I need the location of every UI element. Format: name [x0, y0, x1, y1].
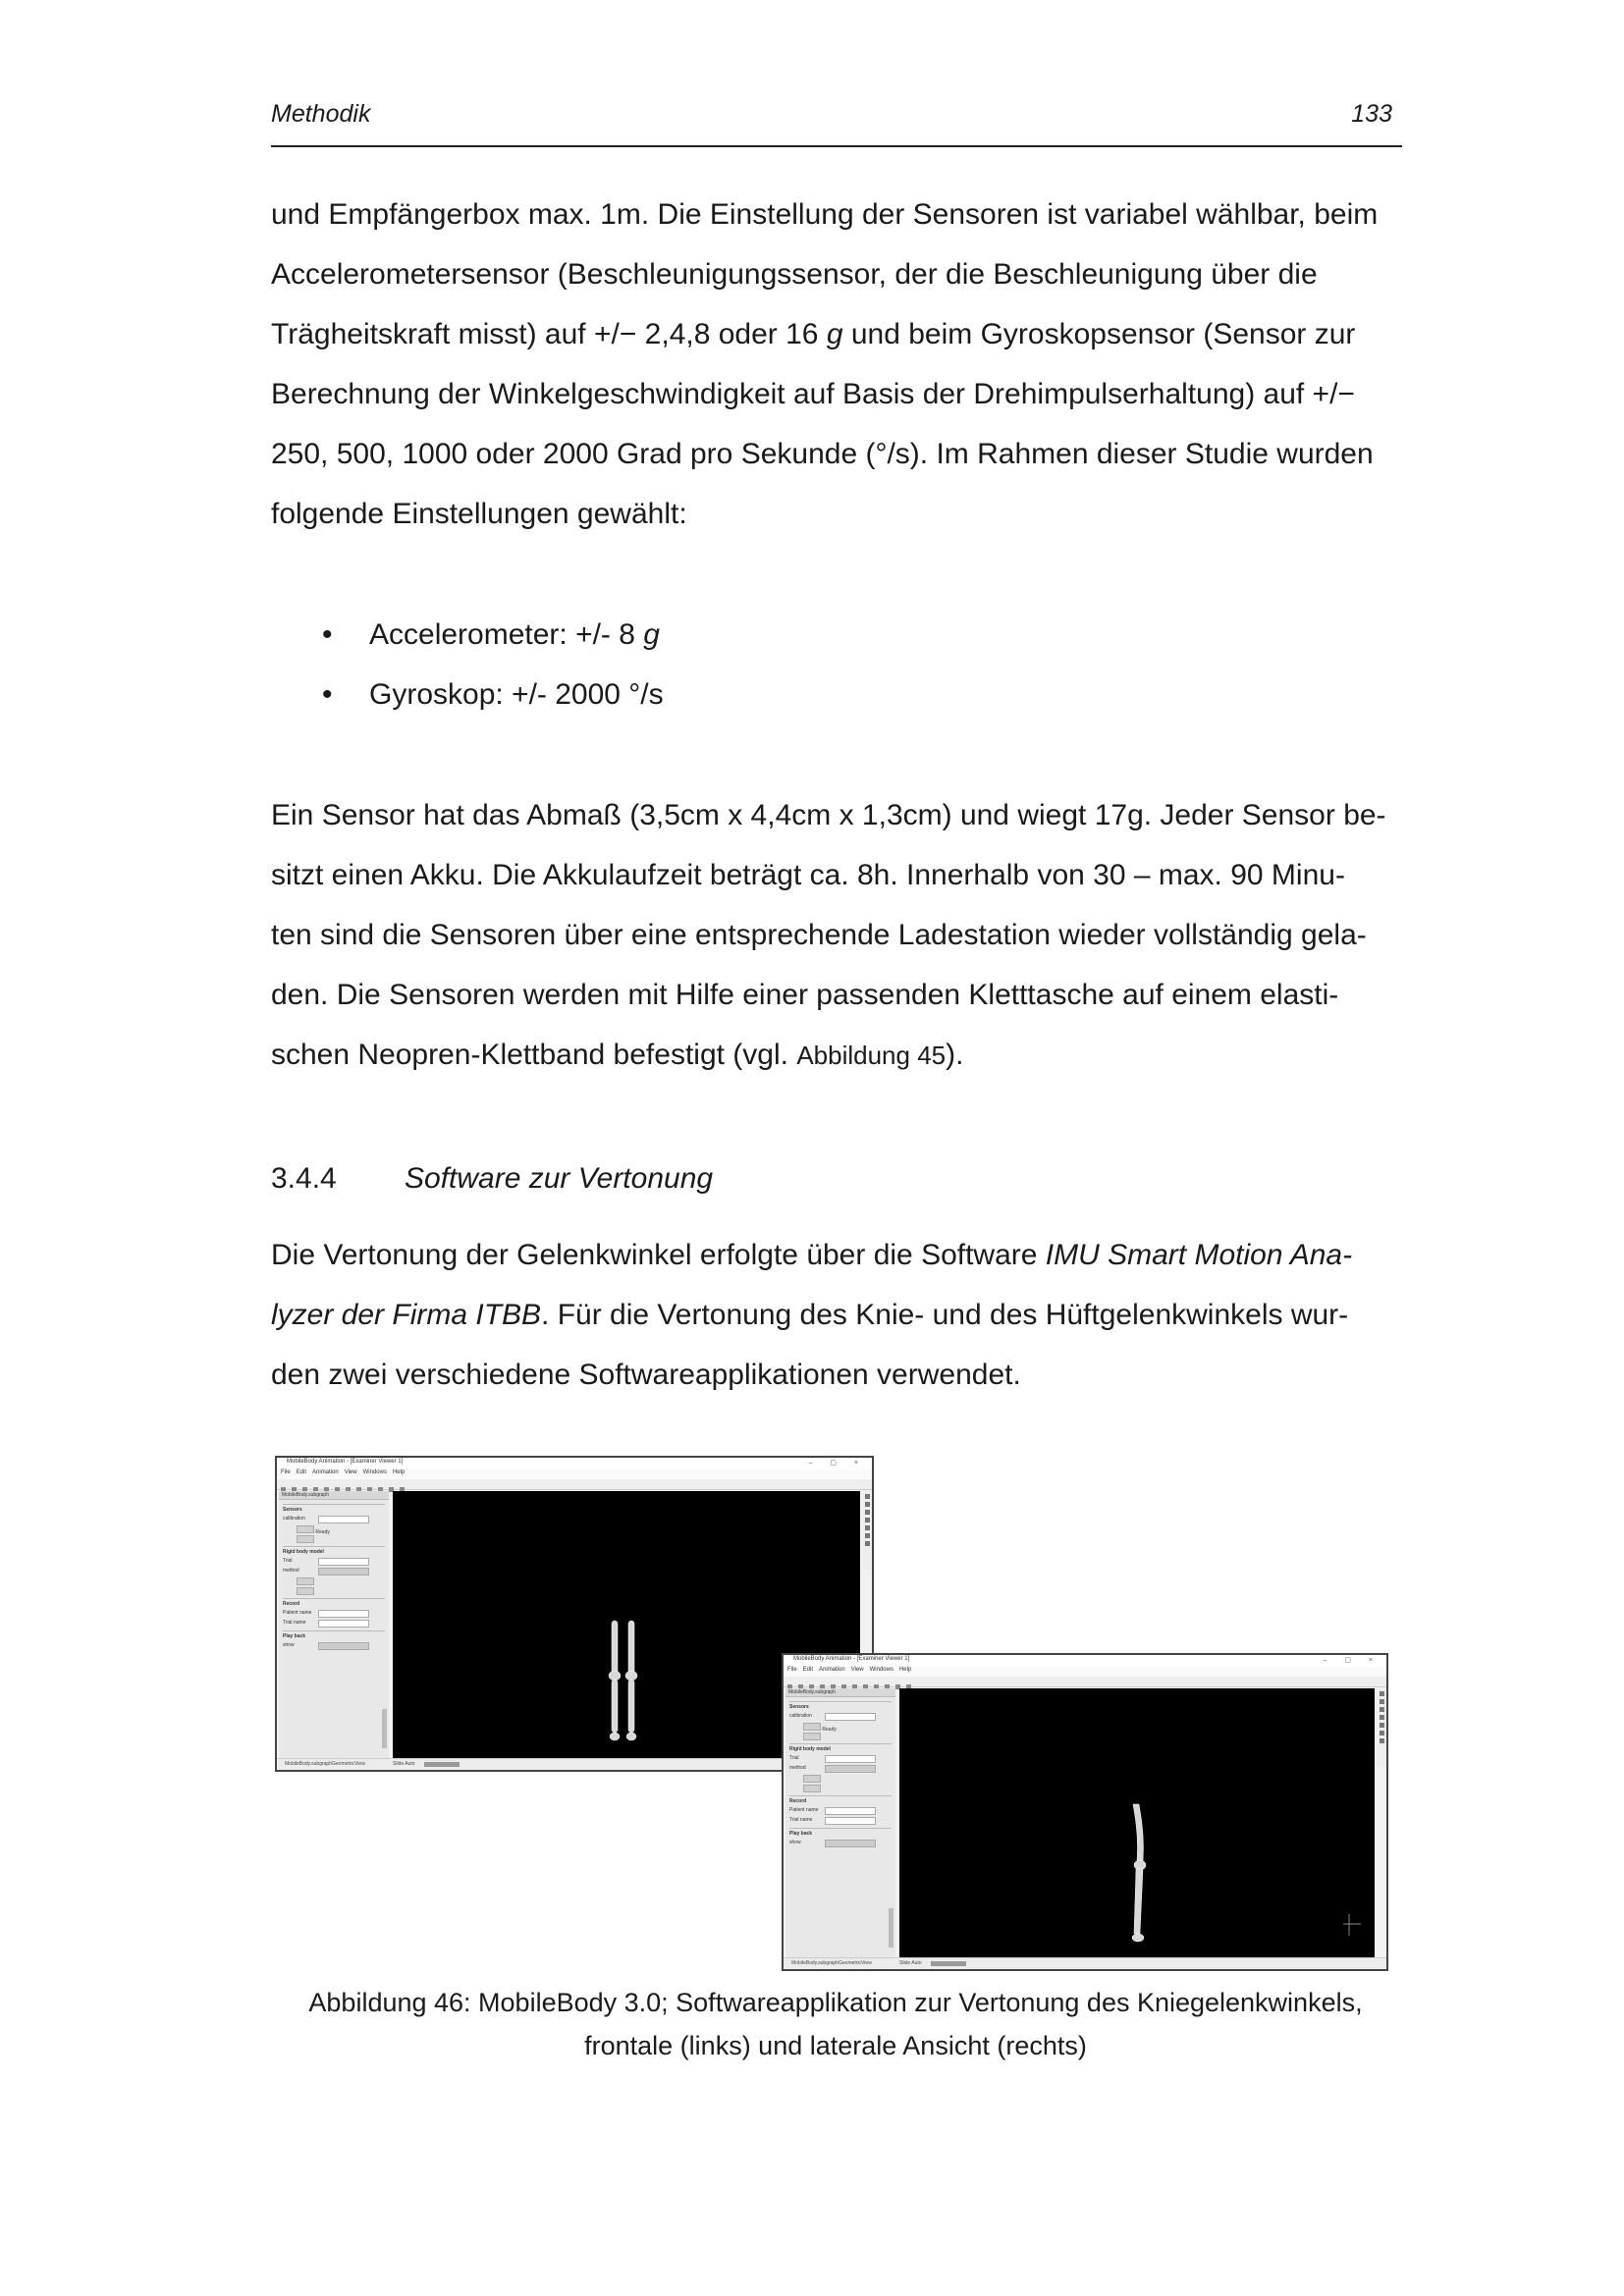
leg-lateral-figure — [899, 1688, 1375, 1959]
femur-lateral — [1133, 1804, 1144, 1861]
panel-row — [283, 1587, 385, 1594]
menu-file: File — [787, 1667, 797, 1673]
group-rigid-body: Rigid body model — [789, 1743, 892, 1752]
panel-row: Trial — [789, 1755, 892, 1762]
running-header — [271, 96, 1402, 147]
group-sensors: Sensors — [283, 1504, 385, 1513]
foot-lateral — [1132, 1934, 1144, 1942]
menu-bar — [784, 1667, 1386, 1677]
text-line: lyzer der Firma ITBB. Für die Vertonung des Knie- und des Hüftgelenkwinkels wur- — [271, 1299, 1349, 1331]
left-femur — [612, 1621, 618, 1674]
menu-animation: Animation — [819, 1667, 845, 1673]
group-sensors: Sensors — [789, 1701, 892, 1710]
status-slider — [931, 1961, 966, 1966]
right-toolbar — [862, 1491, 872, 1570]
text-line: den zwei verschiedene Softwareapplikationen verwendet. — [271, 1359, 1021, 1391]
menu-help: Help — [392, 1469, 406, 1475]
right-tibia — [628, 1680, 634, 1733]
panel-title: MobileBody.subgraph — [785, 1688, 895, 1697]
list-item: • Accelerometer: +/- 8 g — [271, 605, 1155, 665]
left-knee — [609, 1671, 621, 1681]
right-toolbar — [1377, 1688, 1386, 1767]
window-title: MobileBody Animation - [Examiner Viewer 1] — [287, 1459, 404, 1465]
panel-row: Ready — [283, 1525, 385, 1532]
panel-row: show — [789, 1840, 892, 1846]
text-line: den. Die Sensoren werden mit Hilfe einer passenden Kletttasche auf einem elasti- — [271, 979, 1339, 1011]
panel-row — [789, 1785, 892, 1791]
text-line: und Empfängerbox max. 1m. Die Einstellung der Sensoren ist variabel wählbar, beim — [271, 198, 1379, 231]
axis-indicator-icon — [1343, 1914, 1361, 1936]
menu-animation: Animation — [312, 1469, 339, 1475]
section-number: 3.4.4 — [271, 1162, 337, 1195]
knee-lateral — [1134, 1860, 1146, 1870]
status-tab-left: MobileBody.subgraph — [791, 1960, 839, 1966]
menu-edit: Edit — [802, 1667, 814, 1673]
list-item: • Gyroskop: +/- 2000 °/s — [271, 665, 1155, 724]
panel-row — [789, 1775, 892, 1782]
group-rigid-body: Rigid body model — [283, 1546, 385, 1555]
chapter-title: Methodik — [271, 100, 371, 128]
text-line: Berechnung der Winkelgeschwindigkeit auf Basis der Drehimpulserhaltung) auf +/− — [271, 378, 1355, 410]
group-record: Record — [789, 1795, 892, 1804]
panel-scrollbar — [889, 1908, 893, 1948]
menu-view: View — [344, 1469, 357, 1475]
panel-row: Trial name — [283, 1620, 385, 1627]
panel-row: calibration — [789, 1713, 892, 1720]
paragraph-sensor-specs — [271, 785, 1400, 1086]
left-foot — [610, 1733, 620, 1740]
panel-row: calibration — [283, 1516, 385, 1522]
panel-row: method — [283, 1568, 385, 1575]
panel-row — [789, 1733, 892, 1739]
paragraph-software — [271, 1225, 1400, 1405]
text-line: folgende Einstellungen gewählt: — [271, 498, 687, 530]
right-foot — [626, 1733, 636, 1740]
right-femur — [628, 1621, 634, 1674]
group-playback: Play back — [789, 1828, 892, 1837]
section-heading — [271, 1148, 713, 1208]
text-line: 250, 500, 1000 oder 2000 Grad pro Sekunde (°/s). Im Rahmen dieser Studie wurden — [271, 438, 1374, 470]
text-line: ten sind die Sensoren über eine entsprechende Ladestation wieder vollständig gela- — [271, 919, 1367, 951]
menu-edit: Edit — [296, 1469, 307, 1475]
text-line: sitzt einen Akku. Die Akkulaufzeit beträgt ca. 8h. Innerhalb von 30 – max. 90 Minu- — [271, 859, 1345, 891]
text-line: schen Neopren-Klettband befestigt (vgl. Abbildung 45). — [271, 1039, 964, 1071]
panel-row: Trial name — [789, 1817, 892, 1824]
status-tab-mid: GeometricView — [839, 1960, 872, 1966]
control-panel — [785, 1688, 895, 1957]
section-title: Software zur Vertonung — [405, 1162, 714, 1195]
panel-row: show — [283, 1642, 385, 1649]
menu-bar — [277, 1469, 872, 1479]
paragraph-sensor-settings — [271, 185, 1400, 544]
status-tab-left: MobileBody.subgraph — [285, 1761, 332, 1767]
window-controls-icon: – ▢ × — [1323, 1657, 1380, 1664]
caption-line-2: frontale (links) und laterale Ansicht (rechts) — [584, 2031, 1087, 2060]
text-line: Accelerometersensor (Beschleunigungssensor, der die Beschleunigung über die — [271, 258, 1318, 291]
figure-reference: Abbildung 45 — [796, 1041, 947, 1070]
panel-row: Ready — [789, 1723, 892, 1730]
toolbar — [784, 1677, 1386, 1687]
menu-help: Help — [898, 1667, 912, 1673]
group-record: Record — [283, 1598, 385, 1607]
status-slider-label: Slide Auto — [899, 1960, 922, 1966]
menu-view: View — [850, 1667, 864, 1673]
panel-row: Patient name — [283, 1610, 385, 1617]
left-tibia — [612, 1680, 618, 1733]
text-line: Die Vertonung der Gelenkwinkel erfolgte über die Software IMU Smart Motion Ana- — [271, 1239, 1353, 1271]
control-panel — [279, 1491, 389, 1758]
text-line: Ein Sensor hat das Abmaß (3,5cm x 4,4cm x 1,3cm) und wiegt 17g. Jeder Sensor be- — [271, 799, 1386, 831]
status-tab-mid: GeometricView — [332, 1761, 365, 1767]
panel-title: MobileBody.subgraph — [279, 1491, 389, 1500]
panel-row: method — [789, 1765, 892, 1772]
window-title: MobileBody Animation - [Examiner Viewer 1] — [793, 1656, 910, 1662]
screenshot-lateral-view — [782, 1653, 1388, 1971]
caption-line-1: Abbildung 46: MobileBody 3.0; Softwareapplikation zur Vertonung des Kniegelenkwinkels, — [308, 1988, 1363, 2017]
window-controls-icon: – ▢ × — [808, 1460, 866, 1467]
status-slider — [424, 1762, 460, 1767]
panel-row: Patient name — [789, 1807, 892, 1814]
panel-scrollbar — [382, 1709, 387, 1748]
page-number: 133 — [1351, 100, 1392, 128]
toolbar — [277, 1479, 872, 1490]
status-bar — [784, 1957, 1386, 1969]
3d-viewport — [899, 1688, 1375, 1959]
settings-list — [271, 605, 1155, 724]
panel-row — [283, 1535, 385, 1542]
panel-row: Trial — [283, 1558, 385, 1565]
tibia-lateral — [1134, 1869, 1143, 1934]
menu-windows: Windows — [869, 1667, 893, 1673]
menu-windows: Windows — [362, 1469, 387, 1475]
panel-row — [283, 1577, 385, 1584]
figure-caption — [271, 1981, 1400, 2067]
text-line: Trägheitskraft misst) auf +/− 2,4,8 oder 16 g und beim Gyroskopsensor (Sensor zur — [271, 318, 1356, 350]
right-knee — [625, 1671, 637, 1681]
group-playback: Play back — [283, 1630, 385, 1639]
menu-file: File — [281, 1469, 291, 1475]
status-slider-label: Slide Auto — [393, 1761, 415, 1767]
